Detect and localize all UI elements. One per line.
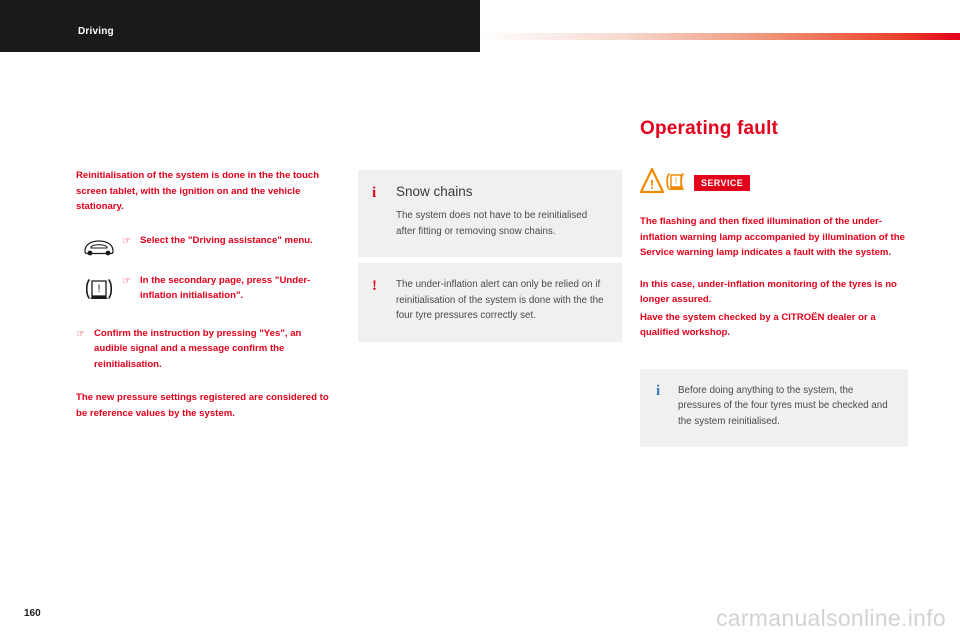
step-text: In the secondary page, press "Under-inflation initialisation".	[140, 274, 311, 301]
fault-paragraph-3: Have the system checked by a CITROËN dealer or a qualified workshop.	[640, 311, 876, 338]
card-body: The under-inflation alert can only be relied on if reinitialisation of the system is done with the the four tyre pressures correctly set.	[396, 279, 604, 321]
svg-text:!: !	[674, 176, 678, 186]
page-section-title: Driving	[78, 26, 114, 37]
page-number: 160	[24, 608, 41, 619]
info-i-icon: i	[372, 185, 377, 201]
closing-paragraph: The new pressure settings registered are considered to be reference values by the system.	[76, 392, 329, 419]
snow-chains-info-card	[358, 170, 622, 257]
under-inflation-warning-card	[358, 263, 622, 342]
car-top-view-icon	[76, 233, 122, 259]
step-bullet: ☞	[122, 235, 131, 247]
service-badge: SERVICE	[694, 175, 750, 191]
card-body: The system does not have to be reinitialised after fitting or removing snow chains.	[396, 210, 588, 237]
svg-text:!: !	[649, 177, 655, 192]
column-left	[76, 168, 336, 439]
svg-text:!: !	[97, 282, 101, 295]
fault-paragraph-1: The flashing and then fixed illumination of the under-inflation warning lamp accompanied by illumination of the Service warning lamp indicates a fault with the system.	[640, 216, 905, 258]
step-text: Select the "Driving assistance" menu.	[140, 234, 313, 246]
card-title: Snow chains	[396, 184, 473, 199]
intro-paragraph: Reinitialisation of the system is done in the the touch screen tablet, with the ignition on and the vehicle stationary.	[76, 170, 320, 212]
step-bullet: ☞	[122, 275, 131, 287]
tyre-pressure-icon-svg	[83, 275, 115, 303]
confirm-bullet: ☞	[76, 328, 85, 340]
fault-paragraph-2: In this case, under-inflation monitoring of the tyres is no longer assured.	[640, 278, 897, 305]
tyre-pressure-icon	[76, 273, 122, 303]
warning-triangle-tyre-icon-svg	[640, 166, 684, 200]
warning-exclamation-icon: !	[372, 278, 377, 294]
watermark: carmanualsonline.info	[715, 605, 946, 631]
confirm-text: Confirm the instruction by pressing "Yes", an audible signal and a message confirm the reinitialisation.	[94, 327, 302, 370]
pre-check-info-card	[640, 369, 908, 448]
confirm-step	[76, 326, 336, 373]
card-body: Before doing anything to the system, the pressures of the four tyres must be checked and the system reinitialised.	[678, 384, 888, 427]
step-item	[76, 273, 336, 304]
warning-triangle-tyre-icon	[640, 166, 684, 200]
header-bar	[0, 0, 480, 52]
column-middle	[358, 170, 622, 342]
car-top-view-icon-svg	[81, 235, 117, 259]
column-right	[640, 118, 908, 447]
info-i-icon: i	[656, 382, 661, 399]
section-heading: Operating fault	[640, 118, 779, 139]
header-gradient-rule	[480, 33, 960, 40]
step-item	[76, 233, 336, 259]
warning-indicator-row	[640, 166, 908, 200]
